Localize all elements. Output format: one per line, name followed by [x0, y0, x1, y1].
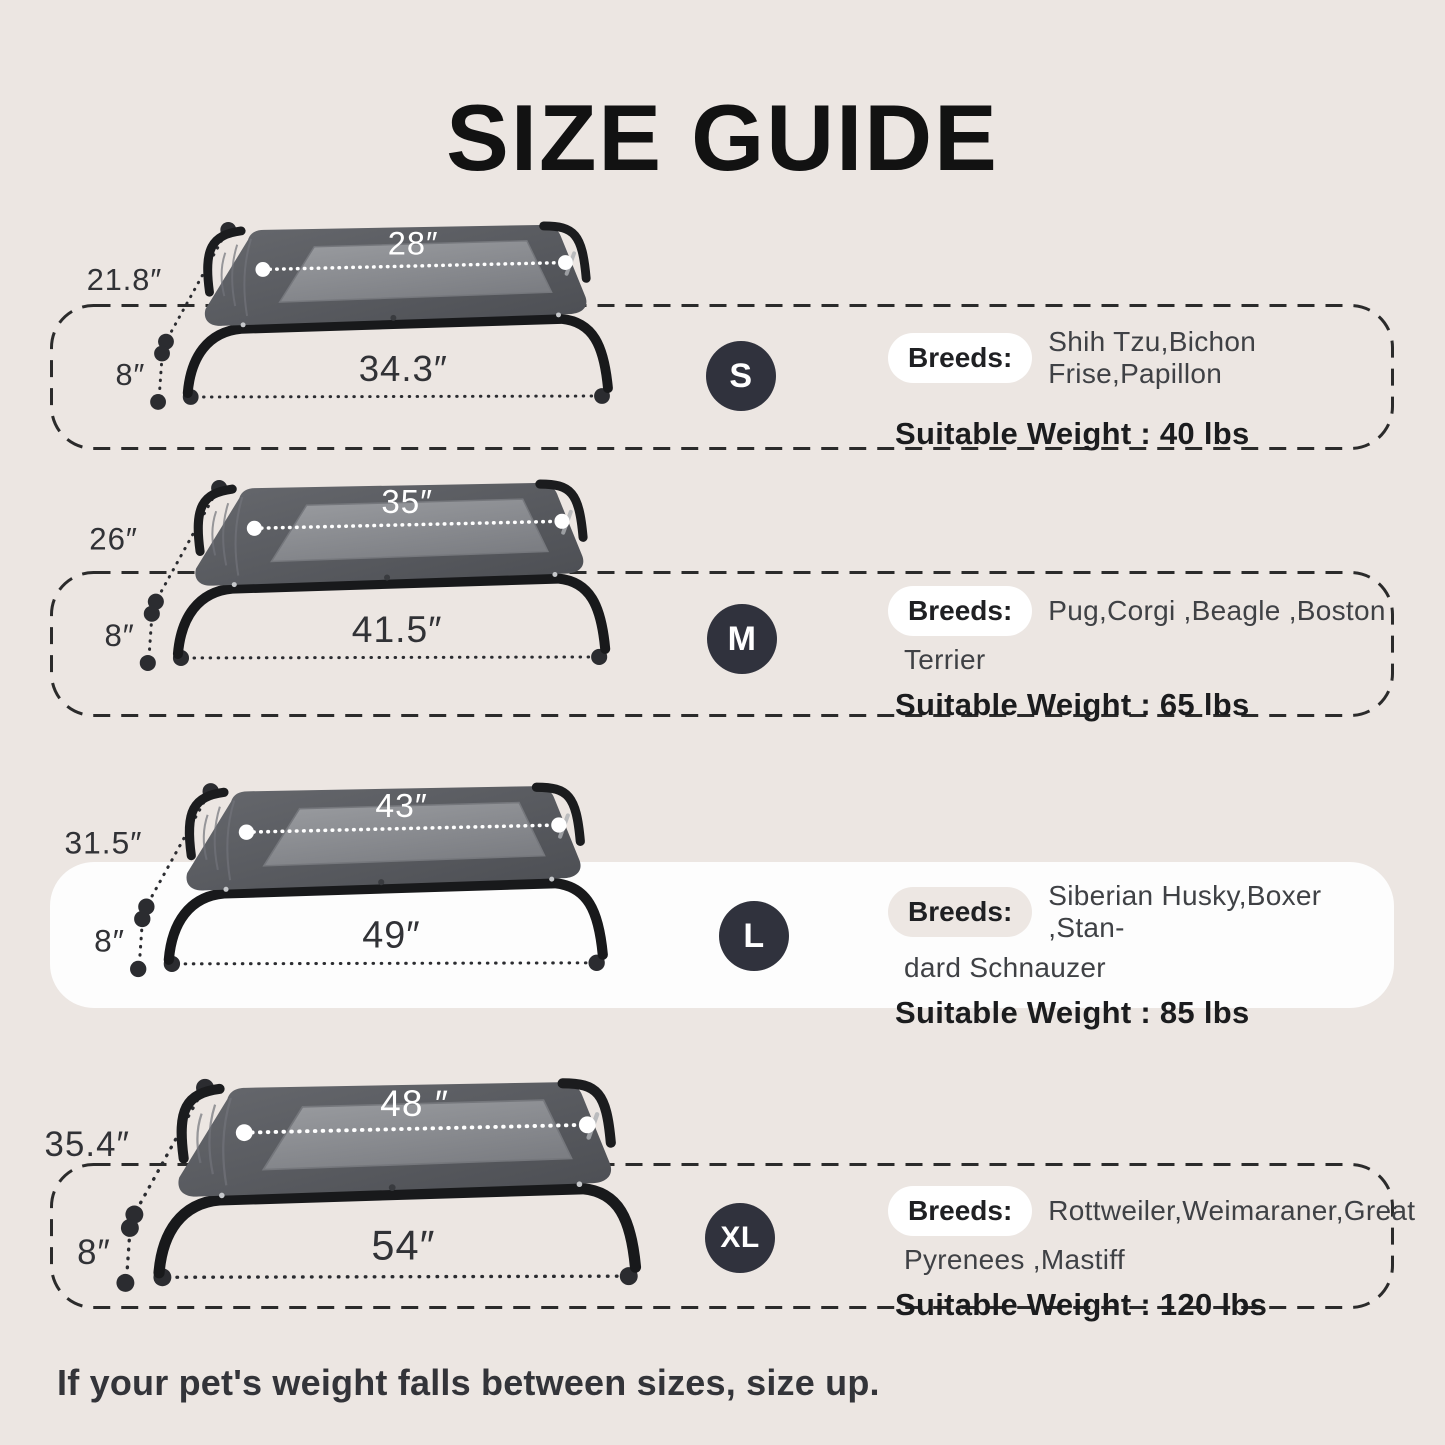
bottom-width-label: 41.5″ [351, 607, 443, 650]
breeds-list-line2: Terrier [904, 644, 986, 675]
sizing-note: If your pet's weight falls between sizes, size up. [57, 1362, 880, 1403]
height-label: 8″ [77, 1233, 111, 1272]
size-badge-xl: XL [705, 1203, 775, 1273]
suitable-weight: Suitable Weight : 65 lbs [895, 687, 1250, 722]
depth-label: 26″ [89, 521, 138, 557]
bottom-width-label: 49″ [362, 914, 421, 957]
row-info-xl [888, 1186, 1416, 1323]
breeds-label: Breeds: [888, 333, 1032, 383]
breeds-label: Breeds: [888, 887, 1032, 937]
breeds-list: Siberian Husky,Boxer ,Stan- [1048, 880, 1322, 943]
suitable-weight: Suitable Weight : 85 lbs [895, 995, 1250, 1030]
suitable-weight: Suitable Weight : 120 lbs [895, 1287, 1268, 1322]
depth-label: 21.8″ [86, 263, 163, 298]
size-badge-m: M [707, 604, 777, 674]
dog-bed-illustration-xl [33, 1071, 729, 1284]
depth-label: 35.4″ [44, 1126, 131, 1165]
height-label: 8″ [104, 617, 135, 653]
top-width-label: 35″ [381, 484, 433, 522]
page-title: SIZE GUIDE [446, 85, 999, 190]
breeds-list: Rottweiler,Weimaraner,Great [1048, 1195, 1416, 1226]
breeds-line [888, 1186, 1416, 1236]
size-badge-l: L [719, 901, 789, 971]
breeds-list-line2: dard Schnauzer [904, 952, 1106, 983]
breeds-list-line2: Pyrenees ,Mastiff [904, 1244, 1125, 1275]
bottom-width-label: 34.3″ [358, 348, 448, 390]
depth-label: 31.5″ [64, 824, 143, 861]
top-width-label: 43″ [375, 787, 428, 825]
height-label: 8″ [115, 358, 146, 393]
breeds-list: Shih Tzu,Bichon Frise,Papillon [1048, 326, 1257, 389]
top-width-label: 28″ [387, 224, 439, 262]
height-label: 8″ [94, 922, 126, 959]
breeds-label: Breeds: [888, 586, 1032, 636]
top-width-label: 48 ″ [380, 1082, 450, 1124]
bottom-width-label: 54″ [371, 1221, 436, 1269]
size-badge-s: S [706, 341, 776, 411]
breeds-list: Pug,Corgi ,Beagle ,Boston [1048, 595, 1386, 626]
breeds-label: Breeds: [888, 1186, 1032, 1236]
suitable-weight: Suitable Weight : 40 lbs [895, 416, 1250, 451]
